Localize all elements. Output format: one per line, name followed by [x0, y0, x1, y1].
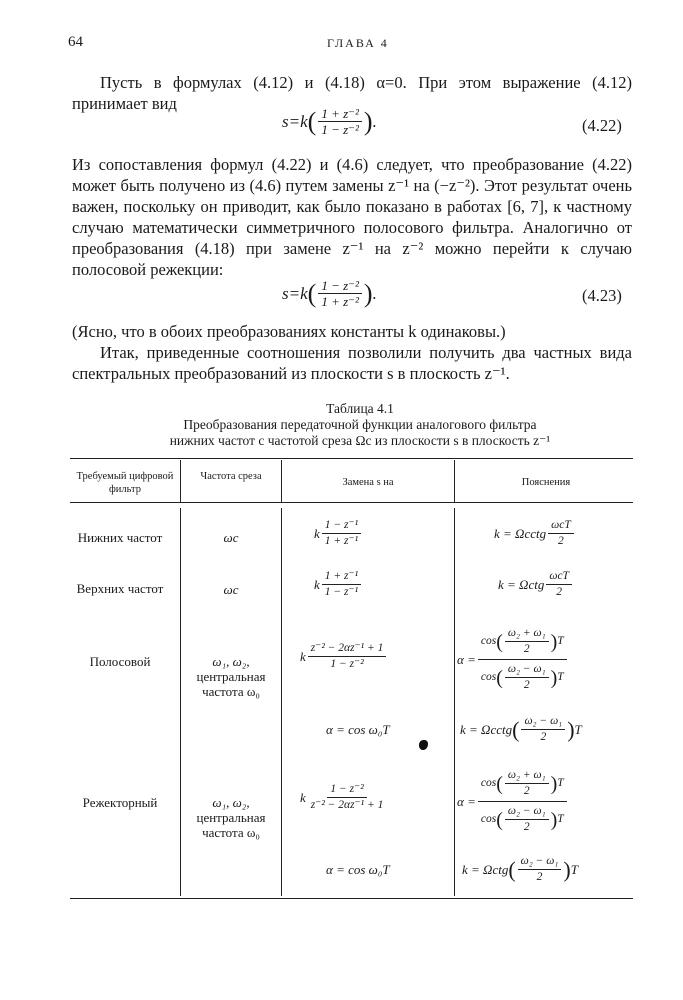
- paren-close: ): [550, 630, 558, 653]
- row2-filter: Верхних частот: [76, 581, 164, 596]
- column-header-cutoff: Частота среза: [200, 471, 262, 482]
- row4-note2-fraction: [518, 854, 562, 885]
- eq1-lhs: s=k: [282, 111, 308, 131]
- row3-sub-den: 1 − z⁻²: [330, 658, 364, 670]
- row4-note2-num: ω₂ − ω₁: [518, 854, 562, 870]
- table-caption-line-1: Преобразования передаточной функции аналогового фильтра: [183, 417, 537, 432]
- eq2-denominator: 1 + z⁻²: [321, 294, 359, 309]
- row3-sub-num: z⁻² − 2αz⁻¹ + 1: [308, 641, 387, 657]
- row1-note: [494, 518, 576, 549]
- row3-note-num-inner: [505, 626, 549, 657]
- row3-cutoff-line2: центральная: [196, 669, 266, 684]
- row3-note-denominator: [478, 660, 567, 695]
- row4-sub-pre: k: [300, 789, 306, 805]
- row3-note-den-inner-den: 2: [523, 679, 530, 691]
- row1-sub-num: 1 − z⁻¹: [322, 518, 361, 534]
- row3-note2-den: 2: [540, 731, 547, 743]
- row4-note-den-inner-num: ω₂ − ω₁: [505, 804, 549, 820]
- row2-note-num: ωсT: [546, 569, 572, 585]
- paren-close: ): [363, 278, 373, 308]
- row4-note-num-inner: [505, 768, 549, 799]
- table-title: Таблица 4.1: [326, 401, 394, 416]
- row1-sub-fraction: [322, 518, 361, 549]
- row2-note-den: 2: [556, 586, 563, 598]
- row1-note-fraction: [548, 518, 574, 549]
- equation-4-23: [282, 278, 377, 309]
- row2-note: [498, 569, 574, 600]
- row4-cutoff-line3: частота ω₀: [202, 825, 260, 840]
- row3-note-num-t: T: [557, 635, 564, 647]
- row3-note-num-inner-den: 2: [523, 643, 530, 655]
- col-divider-1: [180, 460, 181, 503]
- col-divider-3: [454, 460, 455, 503]
- row1-sub-den: 1 + z⁻¹: [324, 535, 359, 547]
- row2-cutoff: ωс: [223, 582, 239, 597]
- paren-open: (: [496, 808, 503, 831]
- row2-note-pre: k = Ωсtg: [498, 576, 545, 592]
- row4-note-den-inner: [505, 804, 549, 835]
- page-number: 64: [68, 34, 83, 50]
- row4-note-num-t: T: [557, 777, 564, 789]
- row3-note-alpha: [457, 624, 569, 695]
- table-top-rule: [70, 458, 633, 459]
- table-bottom-rule: [70, 898, 633, 899]
- row4-note-num-inner-num: ω₂ + ω₁: [505, 768, 549, 784]
- row3-note2-fraction: [521, 714, 565, 745]
- paragraph-1: Пусть в формулах (4.12) и (4.18) α=0. При этом выражение (4.12) принимает вид: [72, 73, 632, 113]
- paren-close: ): [363, 106, 373, 136]
- paren-open: (: [512, 716, 520, 742]
- row2-sub-fraction: [322, 569, 361, 600]
- row4-note-big-fraction: [478, 766, 567, 837]
- row4-note-den-t: T: [557, 813, 564, 825]
- row4-note-num-inner-den: 2: [523, 785, 530, 797]
- paren-open: (: [496, 666, 503, 689]
- row1-note-num: ωсT: [548, 518, 574, 534]
- row1-note-den: 2: [558, 535, 564, 547]
- col-divider-2-body: [281, 508, 282, 896]
- row3-alpha-def-text: α = cos ω₀T: [326, 722, 390, 737]
- row4-note-denominator: [478, 802, 567, 837]
- row3-substitution: [300, 641, 388, 672]
- eq1-fraction: [318, 106, 362, 137]
- equation-number-4-23: (4.23): [582, 286, 622, 305]
- paren-open: (: [496, 772, 503, 795]
- paren-close: ): [550, 772, 558, 795]
- row3-sub-pre: k: [300, 648, 306, 664]
- paren-close: ): [563, 856, 571, 882]
- paragraph-2: Из сопоставления формул (4.22) и (4.6) следует, что преобразование (4.22) может быть получено из (4.6) путем замены z⁻¹ на (−z⁻²). Этот результат очень важен, поскольку он приводит, как было показано в работах [6, 7], к частному случаю математически симметричного полосового фильтра. Аналогично от преобразования (4.18) при замене z⁻¹ на z⁻² можно перейти к случаю полосовой режекции:: [72, 155, 632, 279]
- row4-cutoff: [186, 795, 276, 840]
- eq2-fraction: [318, 278, 362, 309]
- row3-note2-pre: k = Ωсctg: [460, 721, 513, 737]
- paren-open: (: [508, 856, 516, 882]
- row3-filter: Полосовой: [89, 654, 151, 669]
- row3-note-den-t: T: [557, 671, 564, 683]
- col-divider-2: [281, 460, 282, 503]
- eq2-tail: .: [372, 283, 377, 303]
- chapter-title: ГЛАВА 4: [327, 36, 389, 50]
- paren-open: (: [496, 630, 503, 653]
- row4-note-num-cos: cos: [480, 777, 497, 789]
- equation-4-22: [282, 106, 377, 137]
- row4-note-numerator: [478, 766, 567, 802]
- paren-close: ): [550, 808, 558, 831]
- col-divider-3-body: [454, 508, 455, 896]
- eq2-lhs: s=k: [282, 283, 308, 303]
- eq1-numerator: 1 + z⁻²: [318, 106, 362, 122]
- row4-note-den-cos: cos: [480, 813, 497, 825]
- row1-filter: Нижних частот: [77, 530, 163, 545]
- row3-note-den-inner-num: ω₂ − ω₁: [505, 662, 549, 678]
- row3-cutoff-line3: частота ω₀: [202, 684, 260, 699]
- row3-note-k: [460, 714, 582, 745]
- row4-alpha-def-text: α = cos ω₀T: [326, 862, 390, 877]
- row1-cutoff: ωс: [223, 530, 239, 545]
- table-caption-line-2: нижних частот с частотой среза Ωс из плоскости s в плоскость z⁻¹: [169, 433, 551, 448]
- row2-sub-num: 1 + z⁻¹: [322, 569, 361, 585]
- row4-sub-den: z⁻² − 2αz⁻¹ + 1: [310, 799, 384, 811]
- row4-note-alpha: [457, 766, 569, 837]
- row4-cutoff-line2: центральная: [196, 810, 266, 825]
- row4-sub-fraction: [308, 782, 387, 813]
- row4-note2-t: T: [570, 861, 578, 877]
- paren-close: ): [567, 716, 575, 742]
- row1-sub-pre: k: [314, 525, 320, 541]
- row2-substitution: [314, 569, 363, 600]
- row3-note-pre: α =: [457, 651, 476, 667]
- row3-alpha-def: [326, 722, 390, 738]
- column-header-substitution: Замена s на: [342, 477, 394, 488]
- table-header-rule: [70, 502, 633, 503]
- paren-close: ): [550, 666, 558, 689]
- column-header-notes: Пояснения: [521, 477, 571, 488]
- row4-note-k: [462, 854, 578, 885]
- row4-alpha-def: [326, 862, 390, 878]
- row4-note-den-inner-den: 2: [523, 821, 530, 833]
- row2-sub-den: 1 − z⁻¹: [324, 586, 359, 598]
- row3-note-numerator: [478, 624, 567, 660]
- row2-note-fraction: [546, 569, 572, 600]
- row3-note2-t: T: [574, 721, 582, 737]
- ink-blot: [419, 740, 428, 750]
- row3-note-den-cos: cos: [480, 671, 497, 683]
- row3-note-num-cos: cos: [480, 635, 497, 647]
- row3-note2-num: ω₂ − ω₁: [521, 714, 565, 730]
- row2-sub-pre: k: [314, 576, 320, 592]
- row4-note-pre: α =: [457, 793, 476, 809]
- equation-number-4-22: (4.22): [582, 116, 622, 135]
- col-divider-1-body: [180, 508, 181, 896]
- row3-cutoff: [186, 654, 276, 699]
- eq2-numerator: 1 − z⁻²: [318, 278, 362, 294]
- paragraph-4: Итак, приведенные соотношения позволили получить два частных вида спектральных преобразований из плоскости s в плоскость z⁻¹.: [72, 343, 632, 383]
- paren-open: (: [307, 278, 317, 308]
- eq1-tail: .: [372, 111, 377, 131]
- row1-note-pre: k = Ωсctg: [494, 525, 547, 541]
- column-header-filter: Требуемый цифровой фильтр: [76, 471, 174, 495]
- row4-substitution: [300, 782, 388, 813]
- row4-cutoff-line1: ω₁, ω₂,: [212, 795, 250, 810]
- paragraph-3: (Ясно, что в обоих преобразованиях константы k одинаковы.): [72, 322, 506, 341]
- row3-note-den-inner: [505, 662, 549, 693]
- row4-note2-pre: k = Ωсtg: [462, 861, 509, 877]
- row1-substitution: [314, 518, 363, 549]
- row4-filter: Режекторный: [82, 795, 158, 810]
- row3-sub-fraction: [308, 641, 387, 672]
- row4-note2-den: 2: [536, 871, 543, 883]
- row3-note-big-fraction: [478, 624, 567, 695]
- row4-sub-num: 1 − z⁻²: [327, 782, 366, 798]
- paren-open: (: [307, 106, 317, 136]
- row3-cutoff-line1: ω₁, ω₂,: [212, 654, 250, 669]
- eq1-denominator: 1 − z⁻²: [321, 122, 359, 137]
- row3-note-num-inner-num: ω₂ + ω₁: [505, 626, 549, 642]
